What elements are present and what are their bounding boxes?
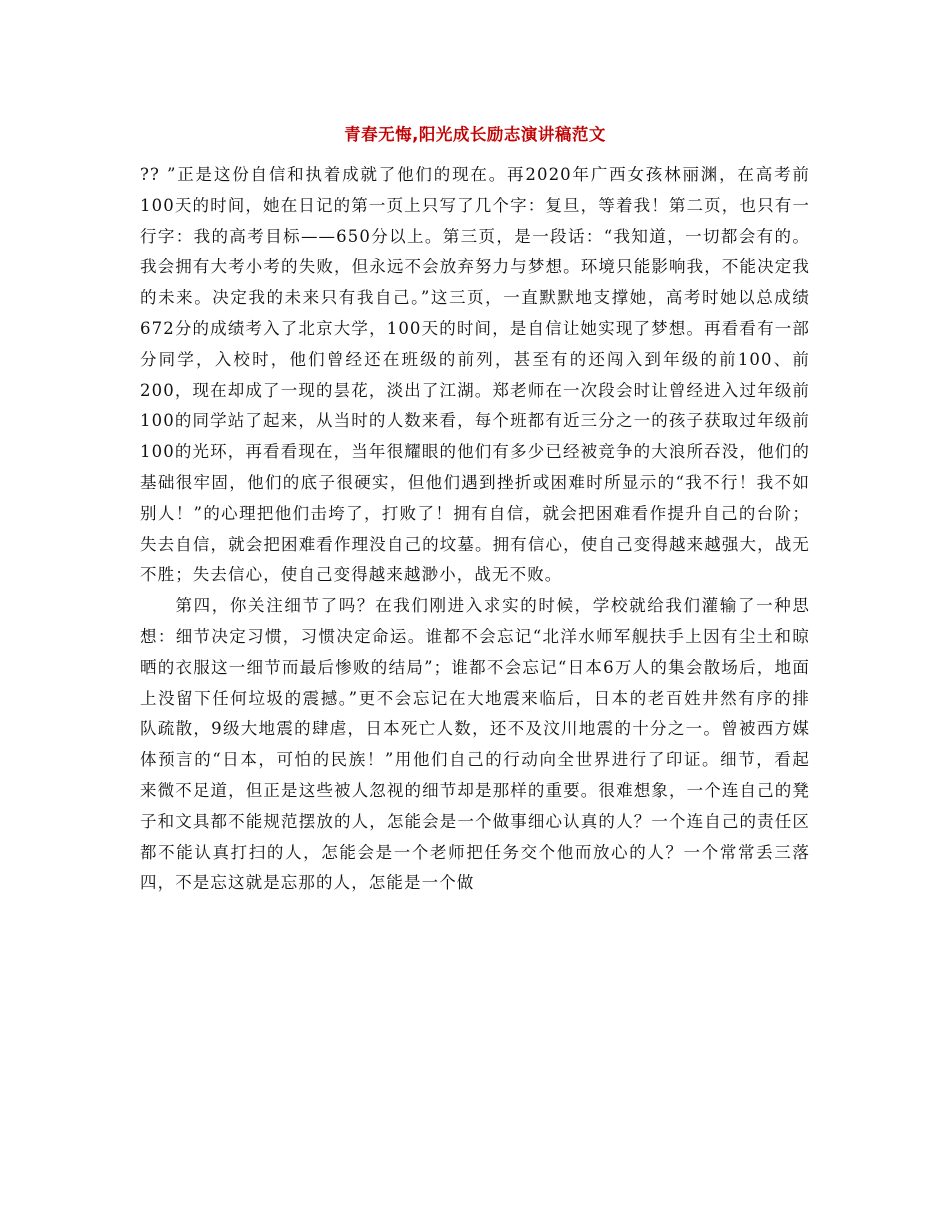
document-title: 青春无悔,阳光成长励志演讲稿范文 [344, 125, 606, 144]
paragraph-2: 第四，你关注细节了吗？在我们刚进入求实的时候，学校就给我们灌输了一种思想：细节决定习惯，习惯决定命运。谁都不会忘记“北洋水师军舰扶手上因有尘土和晾晒的衣服这一细节而最后惨败的结局”；谁都不会忘记“日本6万人的集会散场后，地面上没留下任何垃圾的震撼。”更不会忘记在大地震来临后，日本的老百姓井然有序的排队疏散，9级大地震的肆虐，日本死亡人数，还不及汶川地震的十分之一。曾被西方媒体预言的“日本，可怕的民族！”用他们自己的行动向全世界进行了印证。细节，看起来微不足道，但正是这些被人忽视的细节却是那样的重要。很难想象，一个连自己的凳子和文具都不能规范摆放的人，怎能会是一个做事细心认真的人？一个连自己的责任区都不能认真打扫的人，怎能会是一个老师把任务交个他而放心的人？一个常常丢三落四，不是忘这就是忘那的人，怎能是一个做 [140, 596, 810, 893]
paragraph-1: ?? ”正是这份自信和执着成就了他们的现在。再2020年广西女孩林丽渊，在高考前100天的时间，她在日记的第一页上只写了几个字：复旦，等着我！第二页，也只有一行字：我的高考目标——650分以上。第三页，是一段话：“我知道，一切都会有的。我会拥有大考小考的失败，但永远不会放弃努力与梦想。环境只能影响我，不能决定我的未来。决定我的未来只有我自己。”这三页，一直默默地支撑她，高考时她以总成绩672分的成绩考入了北京大学，100天的时间，是自信让她实现了梦想。再看看有一部分同学，入校时，他们曾经还在班级的前列，甚至有的还闯入到年级的前100、前200，现在却成了一现的昙花，淡出了江湖。郑老师在一次段会时让曾经进入过年级前100的同学站了起来，从当时的人数来看，每个班都有近三分之一的孩子获取过年级前100的光环，再看看现在，当年很耀眼的他们有多少已经被竞争的大浪所吞没，他们的基础很牢固，他们的底子很硬实，但他们遇到挫折或困难时所显示的“我不行！我不如别人！”的心理把他们击垮了，打败了！拥有自信，就会把困难看作提升自己的台阶；失去自信，就会把困难看作理没自己的坟墓。拥有信心，使自己变得越来越强大，战无不胜；失去信心，使自己变得越来越渺小，战无不败。 [140, 165, 810, 585]
document-body [140, 160, 810, 899]
